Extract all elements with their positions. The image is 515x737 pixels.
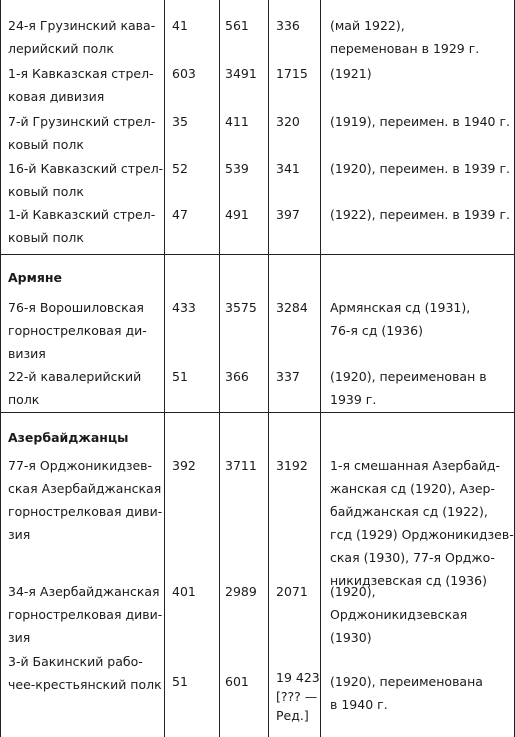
section-divider (0, 254, 515, 255)
cell-value: 35 (172, 114, 188, 129)
cell-note: (май 1922), переменован в 1929 г. (330, 18, 480, 56)
cell-value: 392 (172, 458, 196, 473)
cell-value: 603 (172, 66, 196, 81)
unit-name: 16-й Кавказский стрел- ковый полк (8, 161, 164, 199)
column-divider (0, 0, 1, 737)
unit-name: 77-я Орджоникидзев- ская Азербайджанская горнострелковая диви- зия (8, 458, 163, 542)
cell-value: 41 (172, 18, 188, 33)
cell-note: (1919), переимен. в 1940 г. (330, 114, 511, 129)
cell-value: 539 (225, 161, 249, 176)
cell-note: (1922), переимен. в 1939 г. (330, 207, 511, 222)
cell-value: 52 (172, 161, 188, 176)
cell-value: 3491 (225, 66, 257, 81)
column-divider (219, 0, 220, 737)
cell-value: 411 (225, 114, 249, 129)
cell-value: 561 (225, 18, 249, 33)
cell-value: 336 (276, 18, 300, 33)
cell-note: Армянская сд (1931), 76-я сд (1936) (330, 300, 471, 338)
cell-note: (1921) (330, 66, 372, 81)
cell-note: (1920), Орджоникидзевская (1930) (330, 584, 468, 645)
cell-value: 19 423 [??? — Ред.] (276, 670, 320, 723)
unit-name: 1-я Кавказская стрел- ковая дивизия (8, 66, 154, 104)
unit-name: 3-й Бакинский рабо- чее-крестьянский полк (8, 654, 162, 692)
unit-name: 76-я Ворошиловская горнострелковая ди- визия (8, 300, 147, 361)
column-divider (268, 0, 269, 737)
column-divider (320, 0, 321, 737)
cell-value: 51 (172, 674, 188, 689)
unit-name: 34-я Азербайджанская горнострелковая диви- зия (8, 584, 163, 645)
section-heading: Азербайджанцы (8, 430, 129, 445)
cell-value: 433 (172, 300, 196, 315)
cell-note: (1920), переименован в 1939 г. (330, 369, 487, 407)
cell-value: 3284 (276, 300, 308, 315)
cell-value: 397 (276, 207, 300, 222)
unit-name: 24-я Грузинский кава- лерийский полк (8, 18, 156, 56)
cell-value: 337 (276, 369, 300, 384)
cell-value: 320 (276, 114, 300, 129)
cell-value: 401 (172, 584, 196, 599)
unit-name: 22-й кавалерийский полк (8, 369, 142, 407)
cell-note: 1-я смешанная Азербайд- жанская сд (1920), Азер- байджанская сд (1922), гсд (1929) Орджоникидзев- ская (1930), 77-я Орджо- никидзевская сд (1936) (330, 458, 514, 588)
unit-name: 1-й Кавказский стрел- ковый полк (8, 207, 156, 245)
cell-note: (1920), переименована в 1940 г. (330, 674, 483, 712)
cell-value: 3575 (225, 300, 257, 315)
cell-value: 2071 (276, 584, 308, 599)
unit-name: 7-й Грузинский стрел- ковый полк (8, 114, 156, 152)
cell-value: 2989 (225, 584, 257, 599)
cell-value: 491 (225, 207, 249, 222)
section-divider (0, 412, 515, 413)
cell-value: 366 (225, 369, 249, 384)
cell-value: 47 (172, 207, 188, 222)
cell-value: 3192 (276, 458, 308, 473)
cell-value: 3711 (225, 458, 257, 473)
cell-value: 51 (172, 369, 188, 384)
cell-value: 601 (225, 674, 249, 689)
section-heading: Армяне (8, 270, 62, 285)
cell-note: (1920), переимен. в 1939 г. (330, 161, 511, 176)
cell-value: 1715 (276, 66, 308, 81)
cell-value: 341 (276, 161, 300, 176)
column-divider (164, 0, 165, 737)
